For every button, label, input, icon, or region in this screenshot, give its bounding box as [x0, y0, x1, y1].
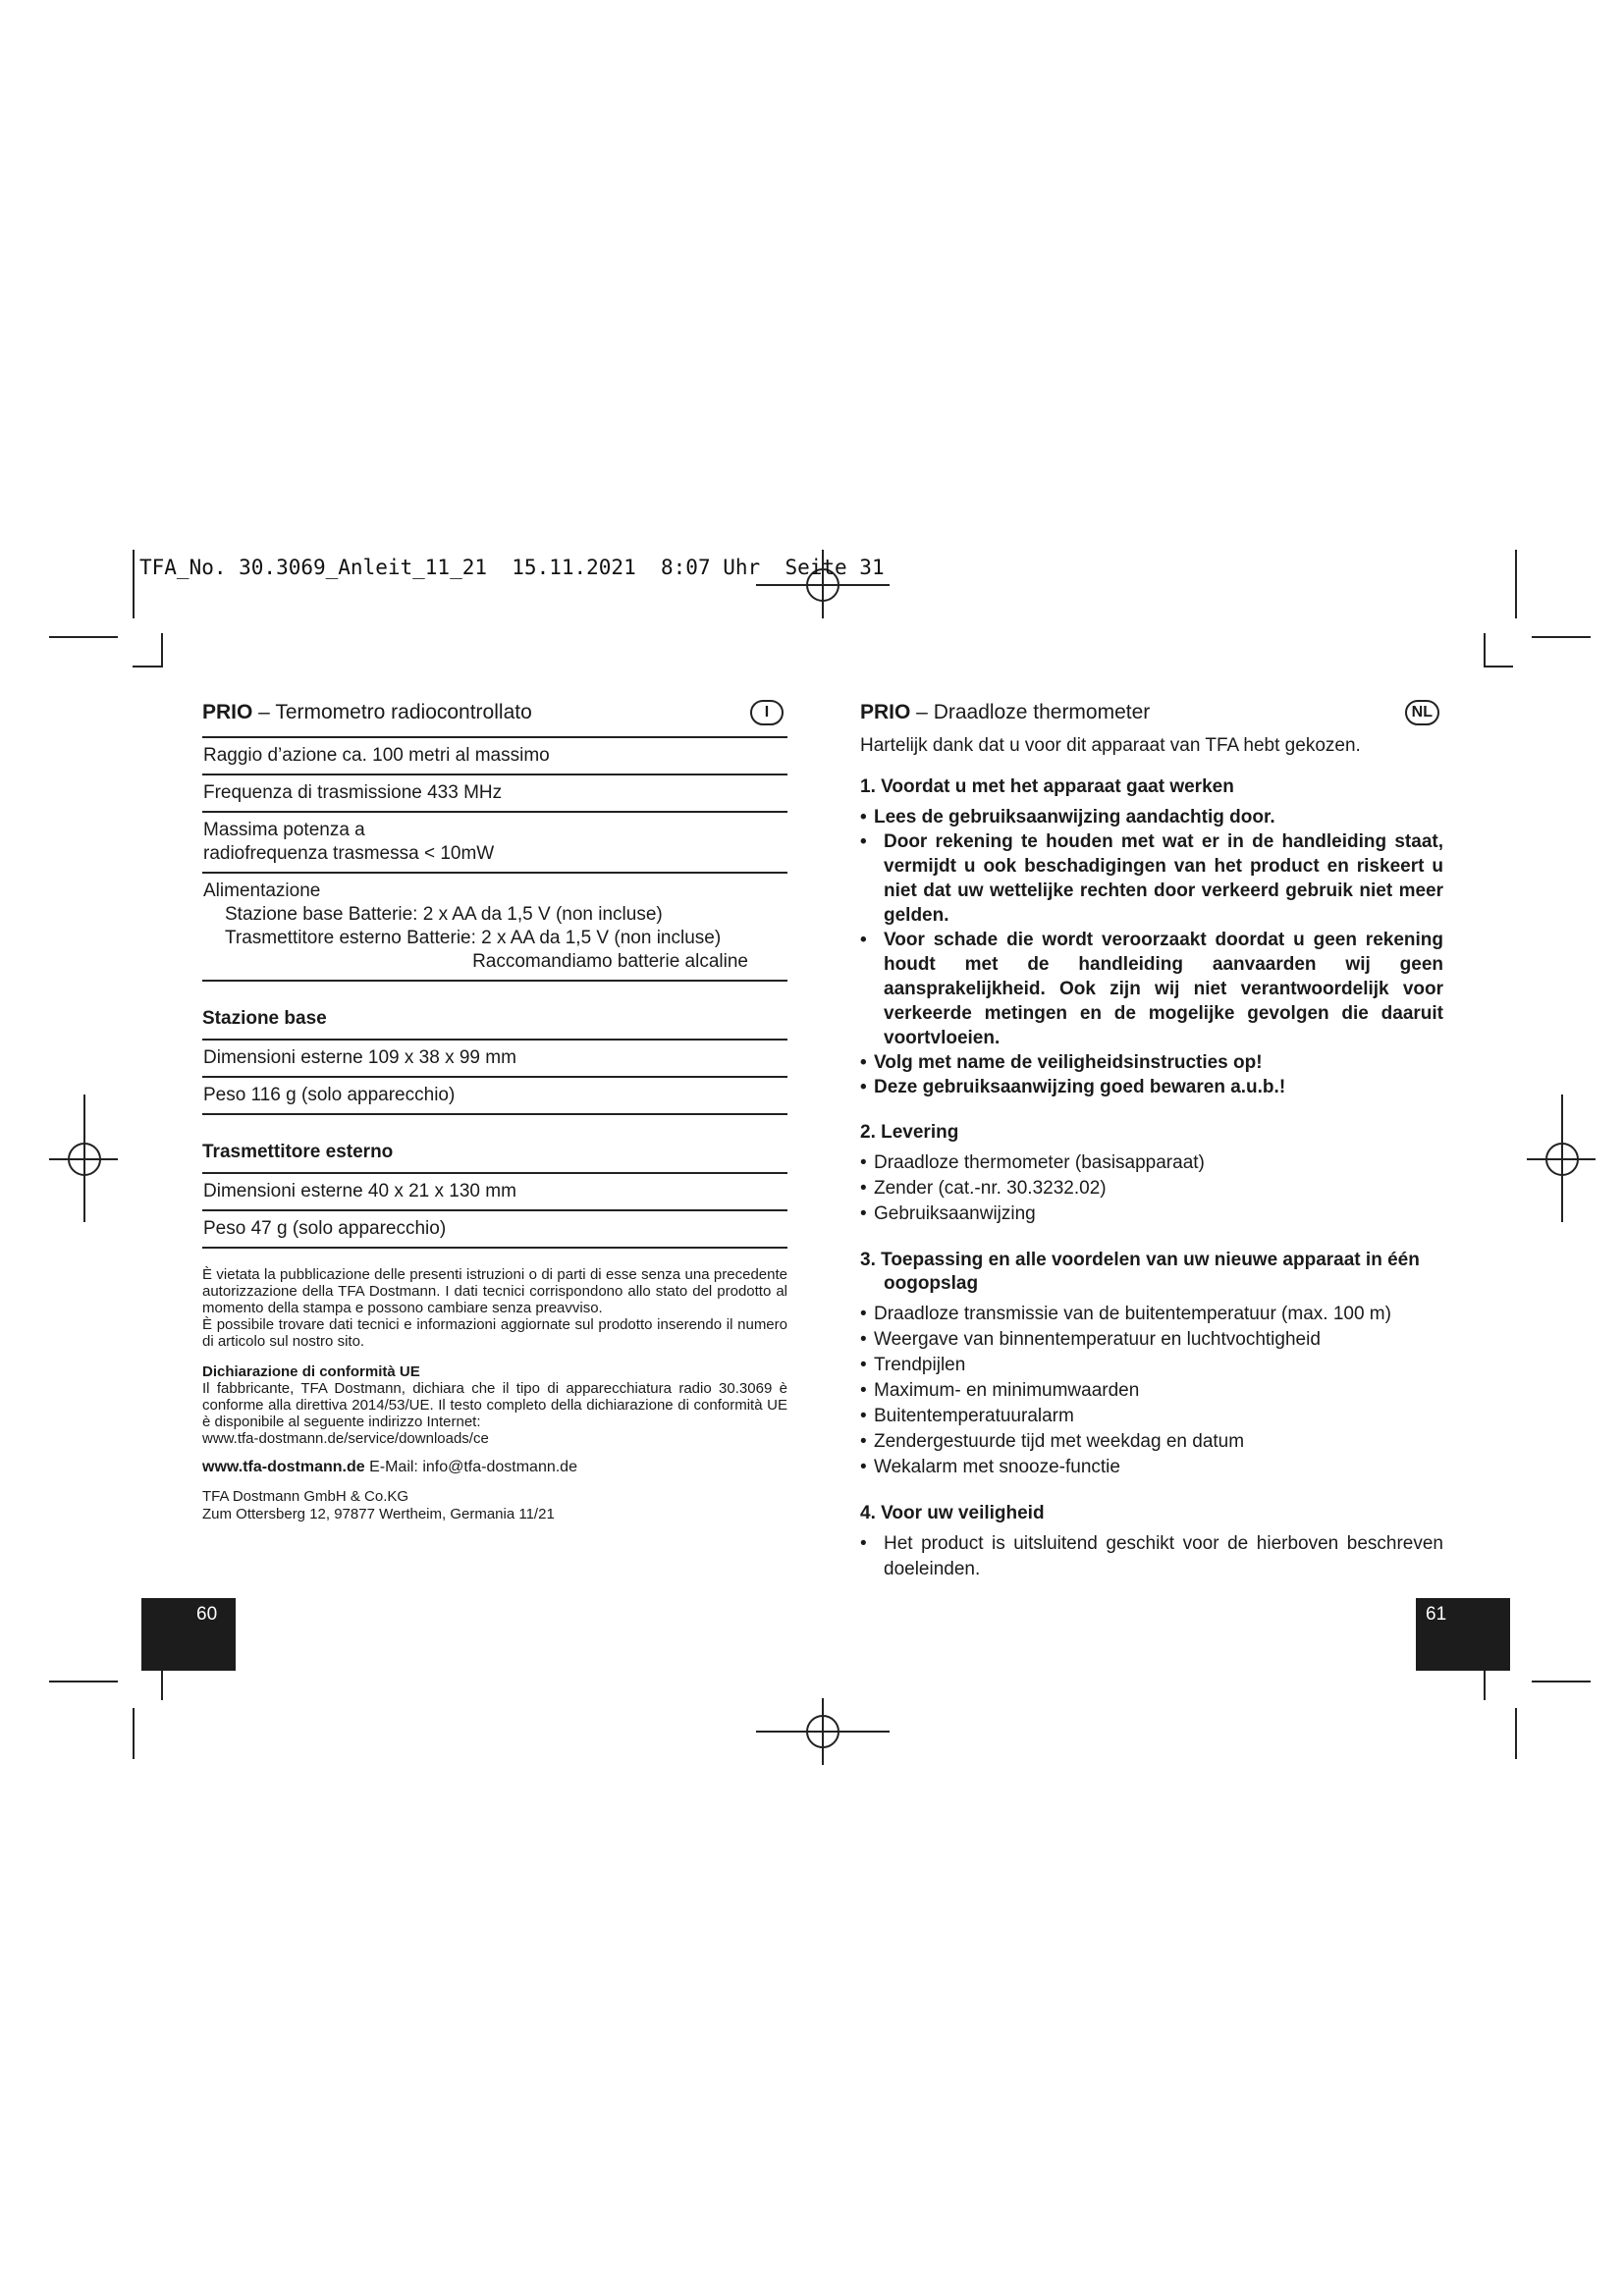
contact-line: [202, 1459, 787, 1476]
spec-supply-note: Raccomandiamo batterie alcaline: [472, 951, 748, 972]
list-item-text: Wekalarm met snooze-functie: [874, 1457, 1120, 1477]
section-heading: [860, 1249, 1443, 1296]
conformity-heading: Dichiarazione di conformità UE: [202, 1363, 420, 1380]
crop-mark: [133, 666, 162, 667]
list-item: • Draadloze thermometer (basisapparaat): [860, 1152, 1205, 1173]
list-item: • Draadloze transmissie van de buitentemperatuur (max. 100 m): [860, 1304, 1391, 1324]
crop-mark: [1532, 1681, 1591, 1682]
email-text: E-Mail: info@tfa-dostmann.de: [364, 1459, 577, 1475]
list-item: • Buitentemperatuuralarm: [860, 1406, 1074, 1426]
list-item: • Het product is uitsluitend geschikt voor de hierboven beschreven doeleinden.: [860, 1533, 1443, 1579]
page-title-row: [860, 699, 1443, 736]
list-item-text: Voor schade die wordt veroorzaakt doordat u geen rekening houdt met de handleiding aanvaarden wij geen aansprakelijkheid. Ook zijn wij niet verantwoordelijk voor verkeerde metingen en de mogelijke gevolgen die daaruit voortvloeien.: [884, 930, 1443, 1048]
bullet-list: [860, 1150, 1443, 1227]
address-line: Zum Ottersberg 12, 97877 Wertheim, Germania 11/21: [202, 1506, 555, 1522]
spec-table: [202, 736, 787, 982]
page-title: [860, 699, 1443, 726]
crop-mark: [161, 633, 163, 667]
spec-supply-base: Stazione base Batterie: 2 x AA da 1,5 V (non incluse): [225, 904, 663, 925]
list-item: • Lees de gebruiksaanwijzing aandachtig door.: [860, 807, 1275, 828]
list-item-text: Het product is uitsluitend geschikt voor de hierboven beschreven doeleinden.: [884, 1533, 1443, 1579]
registration-mark-icon: [806, 1715, 839, 1748]
list-item: • Trendpijlen: [860, 1355, 966, 1375]
bullet-list: [860, 1531, 1443, 1582]
spec-row: Dimensioni esterne 40 x 21 x 130 mm: [202, 1174, 787, 1211]
list-item: • Zendergestuurde tijd met weekdag en datum: [860, 1431, 1245, 1452]
crop-mark: [49, 1681, 118, 1682]
list-item-text: Draadloze transmissie van de buitentemperatuur (max. 100 m): [874, 1304, 1391, 1324]
section-heading: Stazione base: [202, 1008, 327, 1029]
spec-range: Raggio d’azione ca. 100 metri al massimo: [203, 745, 550, 766]
heading-line2: oogopslag: [884, 1273, 979, 1294]
crop-mark: [1515, 1708, 1517, 1759]
company-address: [202, 1488, 787, 1523]
crop-mark: [1484, 1667, 1486, 1700]
spec-row: Peso 47 g (solo apparecchio): [202, 1211, 787, 1249]
page-number-box: [1416, 1598, 1510, 1671]
list-item-text: Deze gebruiksaanwijzing goed bewaren a.u.b.!: [874, 1077, 1286, 1097]
title-text: – Termometro radiocontrollato: [252, 701, 532, 723]
section-heading: Trasmettitore esterno: [202, 1142, 394, 1162]
page-left-italian: [202, 699, 787, 1523]
spec-power-line2: radiofrequenza trasmessa < 10mW: [203, 843, 495, 864]
list-item-text: Door rekening te houden met wat er in de handleiding staat, vermijdt u ook beschadigingen van het product en riskeert u niet dat uw wettelijke rechten door verkeerd gebruik niet meer gelden.: [884, 831, 1443, 926]
spec-table: [202, 1172, 787, 1249]
page-title-row: [202, 699, 787, 736]
legal-notice: È vietata la pubblicazione delle presenti istruzioni o di parti di esse senza una precedente autorizzazione della TFA Dostmann. I dati tecnici corrispondono allo stato del prodotto al momento della stampa e possono cambiare senza preavviso.: [202, 1266, 787, 1316]
list-item-text: Maximum- en minimumwaarden: [874, 1380, 1140, 1401]
page-right-dutch: [860, 699, 1443, 1582]
language-badge: I: [750, 700, 784, 725]
list-item: • Zender (cat.-nr. 30.3232.02): [860, 1178, 1107, 1199]
list-item-text: Zender (cat.-nr. 30.3232.02): [874, 1178, 1107, 1199]
bullet-list: [860, 805, 1443, 1099]
spec-power-line1: Massima potenza a: [203, 820, 365, 840]
registration-mark-icon: [1545, 1143, 1579, 1176]
registration-mark-icon: [68, 1143, 101, 1176]
list-item: • Weergave van binnentemperatuur en luchtvochtigheid: [860, 1329, 1321, 1350]
page-number: 60: [196, 1604, 218, 1625]
company-name: TFA Dostmann GmbH & Co.KG: [202, 1488, 409, 1505]
spec-supply-transmitter: Trasmettitore esterno Batterie: 2 x AA da 1,5 V (non incluse): [225, 928, 722, 948]
spec-row: [202, 874, 787, 982]
section-heading: 4. Voor uw veiligheid: [860, 1503, 1045, 1523]
page-title: [202, 699, 787, 726]
list-item-text: Zendergestuurde tijd met weekdag en datum: [874, 1431, 1245, 1452]
list-item-text: Weergave van binnentemperatuur en luchtvochtigheid: [874, 1329, 1321, 1350]
spec-supply-label: Alimentazione: [203, 881, 321, 901]
spec-row: Peso 116 g (solo apparecchio): [202, 1078, 787, 1115]
legal-notice-2: È possibile trovare dati tecnici e informazioni aggiornate sul prodotto inserendo il numero di articolo sul nostro sito.: [202, 1316, 787, 1350]
title-text: – Draadloze thermometer: [910, 701, 1151, 723]
list-item: • Volg met name de veiligheidsinstructies op!: [860, 1052, 1263, 1073]
spec-row: [202, 738, 787, 775]
list-item: • Deze gebruiksaanwijzing goed bewaren a.u.b.!: [860, 1077, 1286, 1097]
spec-row: [202, 775, 787, 813]
section-heading: 2. Levering: [860, 1122, 959, 1143]
list-item: • Maximum- en minimumwaarden: [860, 1380, 1140, 1401]
crop-mark: [133, 1708, 135, 1759]
list-item: • Wekalarm met snooze-functie: [860, 1457, 1120, 1477]
crop-mark: [49, 636, 118, 638]
bullet-list: [860, 1302, 1443, 1480]
crop-mark: [133, 550, 135, 618]
crop-mark: [1484, 666, 1513, 667]
heading-line1: 3. Toepassing en alle voordelen van uw nieuwe apparaat in één: [860, 1250, 1420, 1270]
spec-frequency: Frequenza di trasmissione 433 MHz: [203, 782, 503, 803]
crop-mark: [1484, 633, 1486, 667]
list-item-text: Draadloze thermometer (basisapparaat): [874, 1152, 1205, 1173]
page-number: 61: [1426, 1604, 1447, 1625]
list-item-text: Lees de gebruiksaanwijzing aandachtig door.: [874, 807, 1275, 828]
crop-mark: [161, 1667, 163, 1700]
brand-name: PRIO: [860, 701, 911, 723]
list-item-text: Buitentemperatuuralarm: [874, 1406, 1074, 1426]
list-item: • Gebruiksaanwijzing: [860, 1203, 1036, 1224]
language-badge: NL: [1405, 700, 1439, 725]
conformity-url: www.tfa-dostmann.de/service/downloads/ce: [202, 1430, 489, 1447]
crop-mark: [1532, 636, 1591, 638]
crop-mark: [1515, 550, 1517, 618]
brand-name: PRIO: [202, 701, 253, 723]
spec-row: [202, 813, 787, 874]
spec-table: [202, 1039, 787, 1115]
list-item: • Door rekening te houden met wat er in de handleiding staat, vermijdt u ook beschadigingen van het product en riskeert u niet dat uw wettelijke rechten door verkeerd gebruik niet meer gelden.: [860, 831, 1443, 926]
website-link[interactable]: www.tfa-dostmann.de: [202, 1459, 365, 1475]
list-item-text: Gebruiksaanwijzing: [874, 1203, 1036, 1224]
intro-text: Hartelijk dank dat u voor dit apparaat van TFA hebt gekozen.: [860, 735, 1361, 756]
list-item: • Voor schade die wordt veroorzaakt doordat u geen rekening houdt met de handleiding aanvaarden wij geen aansprakelijkheid. Ook zijn wij niet verantwoordelijk voor verkeerde metingen en de mogelijke gevolgen die daaruit voortvloeien.: [860, 930, 1443, 1048]
print-slug: TFA_No. 30.3069_Anleit_11_21 15.11.2021 8:07 Uhr Seite 31: [139, 556, 885, 579]
spec-row: Dimensioni esterne 109 x 38 x 99 mm: [202, 1041, 787, 1078]
list-item-text: Volg met name de veiligheidsinstructies op!: [874, 1052, 1263, 1073]
conformity-text: Il fabbricante, TFA Dostmann, dichiara che il tipo di apparecchiatura radio 30.3069 è conforme alla direttiva 2014/53/UE. Il testo completo della dichiarazione di conformità UE è disponibile al seguente indirizzo Internet:: [202, 1380, 787, 1430]
page-number-box: [141, 1598, 236, 1671]
list-item-text: Trendpijlen: [874, 1355, 966, 1375]
section-heading: 1. Voordat u met het apparaat gaat werken: [860, 776, 1234, 797]
